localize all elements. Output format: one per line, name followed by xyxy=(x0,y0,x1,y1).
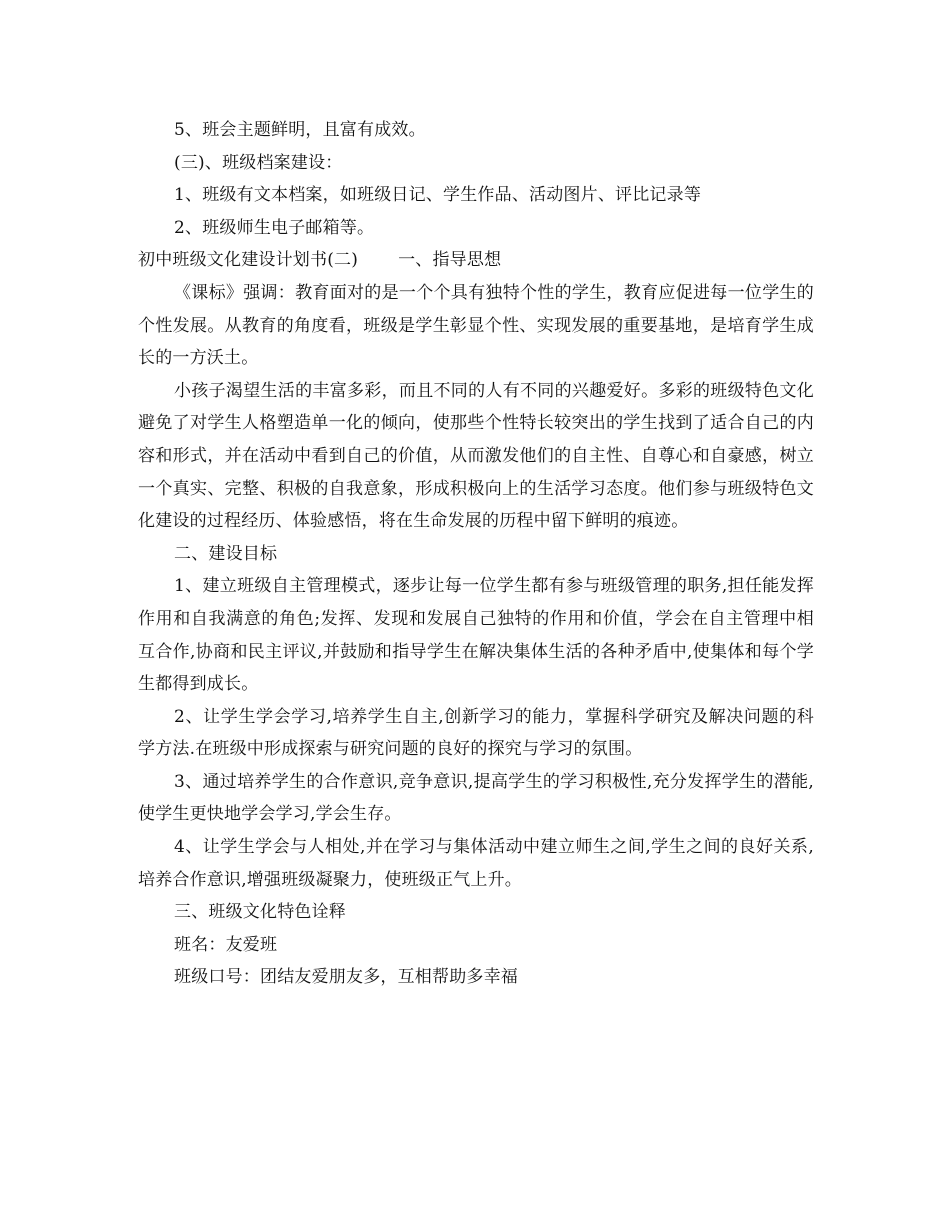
list-item: 1、班级有文本档案，如班级日记、学生作品、活动图片、评比记录等 xyxy=(174,185,702,206)
list-item: 4、让学生学会与人相处,并在学习与集体活动中建立师生之间,学生之间的良好关系,培养合作意识,增强班级凝聚力，使班级正气上升。 xyxy=(138,837,814,890)
list-item: 3、通过培养学生的合作意识,竞争意识,提高学生的学习积极性,充分发挥学生的潜能,使学生更快地学会学习,学会生存。 xyxy=(138,771,814,825)
section-heading: 三、班级文化特色诠释 xyxy=(174,902,346,923)
document-title: 初中班级文化建设计划书(二) 一、指导思想 xyxy=(138,250,502,271)
list-item: 1、建立班级自主管理模式，逐步让每一位学生都有参与班级管理的职务,担任能发挥作用和自我满意的角色;发挥、发现和发展自己独特的作用和价值，学会在自主管理中相互合作,协商和民主评议,并鼓励和指导学生在解决集体生活的各种矛盾中,使集体和每个学生都得到成长。 xyxy=(138,576,814,695)
list-item: 2、班级师生电子邮箱等。 xyxy=(174,217,375,238)
paragraph: 小孩子渴望生活的丰富多彩，而且不同的人有不同的兴趣爱好。多彩的班级特色文化避免了对学生人格塑造单一化的倾向，使那些个性特长较突出的学生找到了适合自己的内容和形式，并在活动中看到自己的价值，从而激发他们的自主性、自尊心和自豪感，树立一个真实、完整、积极的自我意象，形成积极向上的生活学习态度。他们参与班级特色文化建设的过程经历、体验感悟，将在生命发展的历程中留下鲜明的痕迹。 xyxy=(138,380,814,532)
paragraph: 班级口号：团结友爱朋友多，互相帮助多幸福 xyxy=(174,967,518,988)
paragraph: 班名：友爱班 xyxy=(174,934,278,955)
paragraph: 《课标》强调：教育面对的是一个个具有独特个性的学生，教育应促进每一位学生的个性发展。从教育的角度看，班级是学生彰显个性、实现发展的重要基地，是培育学生成长的一方沃土。 xyxy=(138,282,814,369)
document-body xyxy=(138,114,814,994)
paragraph: 5、班会主题鲜明，且富有成效。 xyxy=(174,120,426,140)
section-heading: 二、建设目标 xyxy=(174,543,278,564)
list-item: 2、让学生学会学习,培养学生自主,创新学习的能力，掌握科学研究及解决问题的科学方法.在班级中形成探索与研究问题的良好的探究与学习的氛围。 xyxy=(138,706,814,760)
section-heading: (三)、班级档案建设： xyxy=(174,152,343,173)
